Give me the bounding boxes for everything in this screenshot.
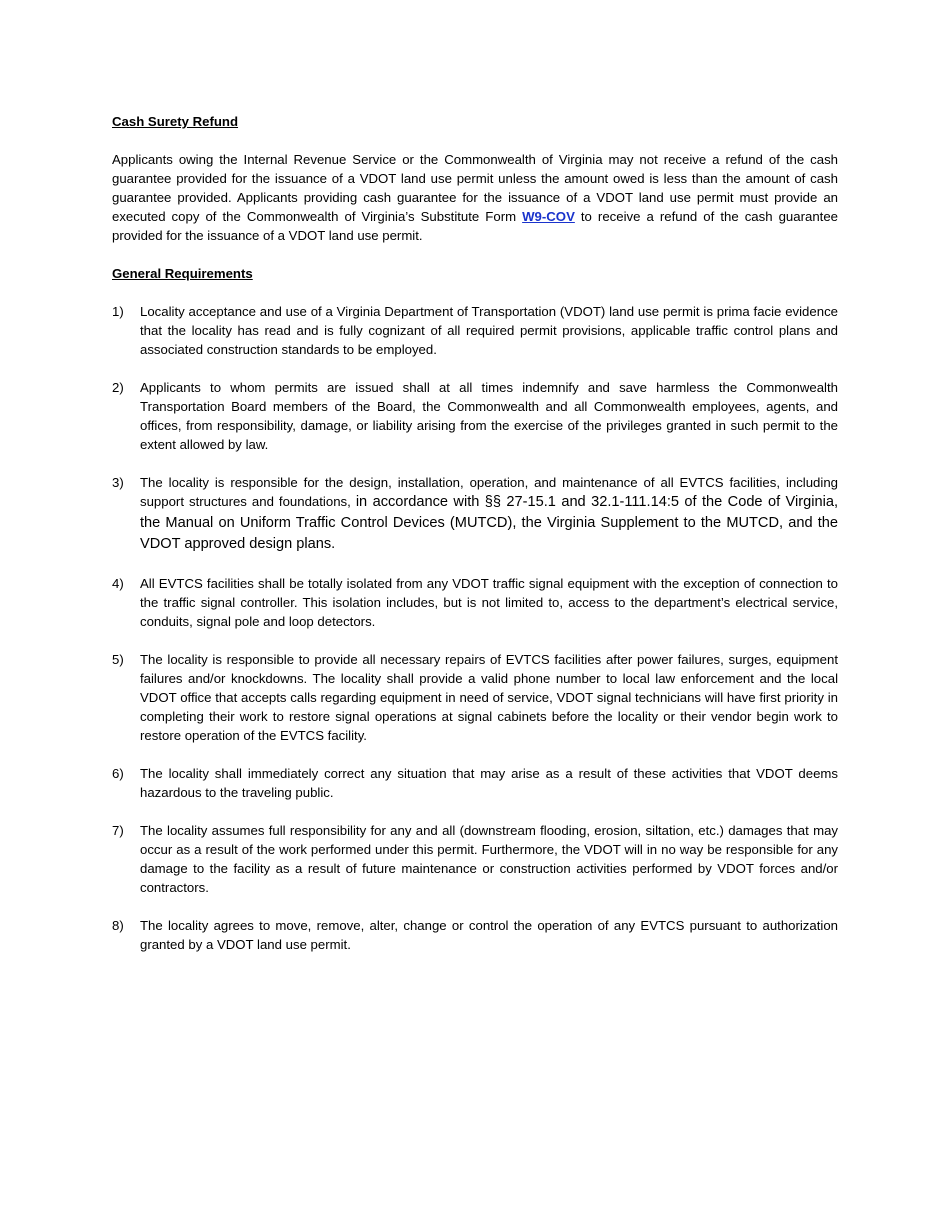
requirement-number: 6) xyxy=(112,766,124,781)
general-requirements-heading: General Requirements xyxy=(112,266,253,281)
requirement-number: 7) xyxy=(112,823,124,838)
requirement-text: All EVTCS facilities shall be totally isolated from any VDOT traffic signal equipment with the exception of connection to the traffic signal controller. This isolation includes, but is not limited to, access to the department’s electrical service, conduits, signal pole and loop detectors. xyxy=(140,576,838,629)
requirement-text-code-reference: in accordance with §§ 27-15.1 and 32.1-111.14:5 of the Code of Virginia, the Manual on Uniform Traffic Control Devices (MUTCD), the Virginia Supplement to the MUTCD, and the VDOT approved design plans. xyxy=(140,494,838,552)
requirements-list xyxy=(112,302,838,954)
requirement-number: 3) xyxy=(112,475,124,490)
cash-surety-heading: Cash Surety Refund xyxy=(112,114,239,129)
requirement-text: The locality assumes full responsibility for any and all (downstream flooding, erosion, siltation, etc.) damages that may occur as a result of the work performed under this permit. Furthermore, the VDOT will in no way be responsible for any damage to the facility as a result of future maintenance or construction activities performed by VDOT forces and/or contractors. xyxy=(140,823,838,895)
cash-surety-paragraph xyxy=(112,150,838,245)
requirement-item-7 xyxy=(112,821,838,897)
w9-cov-link[interactable]: W9-COV xyxy=(522,209,575,224)
requirement-item-4 xyxy=(112,574,838,631)
requirement-text: Applicants to whom permits are issued shall at all times indemnify and save harmless the Commonwealth Transportation Board members of the Board, the Commonwealth and all Commonwealth employees, agents, and offices, from responsibility, damage, or liability arising from the exercise of the privileges granted in such permit to the extent allowed by law. xyxy=(140,380,838,452)
requirement-item-6 xyxy=(112,764,838,802)
requirement-item-5 xyxy=(112,650,838,745)
requirement-item-2 xyxy=(112,378,838,454)
requirement-item-8 xyxy=(112,916,838,954)
requirement-number: 8) xyxy=(112,918,124,933)
requirement-text: Locality acceptance and use of a Virginia Department of Transportation (VDOT) land use permit is prima facie evidence that the locality has read and is fully cognizant of all required permit provisions, applicable traffic control plans and associated construction standards to be employed. xyxy=(140,304,838,357)
requirement-number: 4) xyxy=(112,576,124,591)
requirement-number: 2) xyxy=(112,380,124,395)
requirement-text: The locality shall immediately correct any situation that may arise as a result of these activities that VDOT deems hazardous to the traveling public. xyxy=(140,766,838,800)
requirement-item-1 xyxy=(112,302,838,359)
requirement-number: 1) xyxy=(112,304,124,319)
requirement-text: The locality is responsible for the design, installation, operation, and maintenance of all EVTCS facilities, including support structures and foundations, xyxy=(140,475,838,509)
requirement-number: 5) xyxy=(112,652,124,667)
cash-surety-text-start: Applicants owing the Internal Revenue Service or the Commonwealth of Virginia may not receive a refund of the cash guarantee provided for the issuance of a VDOT land use permit unless the amount owed is less than the amount of cash guarantee provided. Applicants providing cash guarantee for the issuance of a VDOT land use permit must provide an executed copy of the Commonwealth of Virginia’s Substitute Form xyxy=(112,152,838,224)
cash-surety-text-end: to receive a refund of the cash guarantee provided for the issuance of a VDOT land use permit. xyxy=(112,209,838,243)
requirement-item-3 xyxy=(112,473,838,555)
requirement-text: The locality is responsible to provide all necessary repairs of EVTCS facilities after power failures, surges, equipment failures and/or knockdowns. The locality shall provide a valid phone number to local law enforcement and the local VDOT office that accepts calls regarding equipment in need of service, VDOT signal technicians will have first priority in completing their work to restore signal operations at signal cabinets before the locality or their vendor begin work to restore operation of the EVTCS facility. xyxy=(140,652,838,743)
requirement-text: The locality agrees to move, remove, alter, change or control the operation of any EVTCS pursuant to authorization granted by a VDOT land use permit. xyxy=(140,918,838,952)
